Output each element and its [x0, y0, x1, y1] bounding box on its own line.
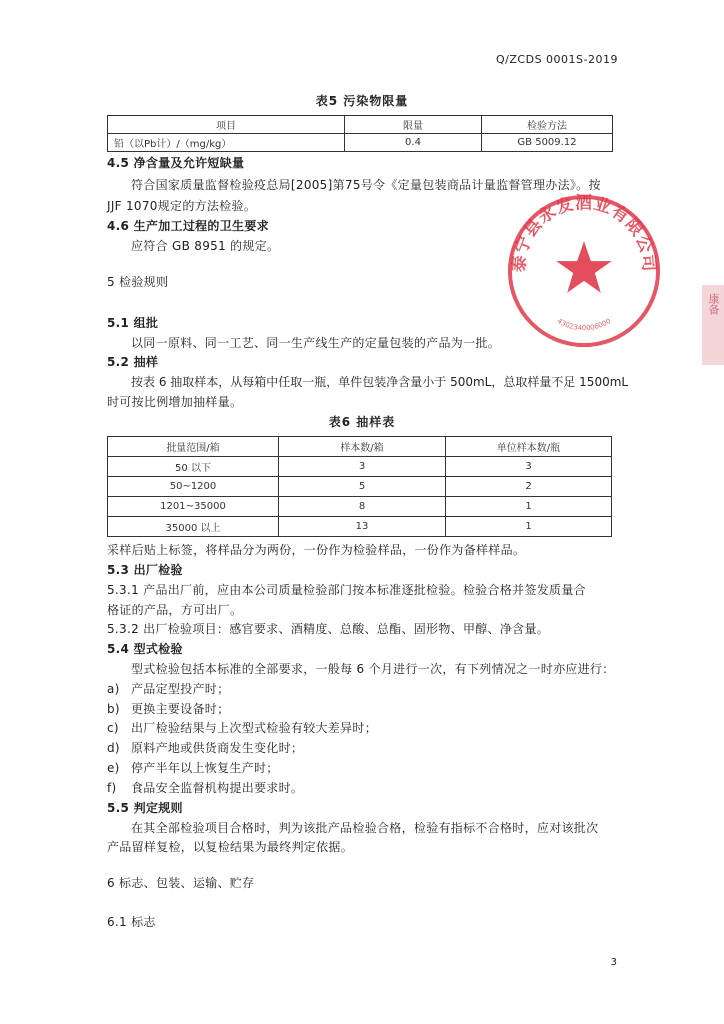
seal-text: 泰宁县永发酒业有限公司 — [508, 192, 660, 273]
table-row — [108, 457, 612, 477]
section-5-heading: 5 检验规则 — [107, 275, 169, 289]
section-5-5-heading: 5.5 判定规则 — [107, 801, 183, 815]
paragraph-line: 在其全部检验项目合格时，判为该批产品检验合格，检验有指标不合格时，应对该批次 — [131, 821, 599, 835]
paragraph-line: 时可按比例增加抽样量。 — [107, 395, 243, 409]
table-cell: 2 — [446, 477, 612, 497]
section-5-4-heading: 5.4 型式检验 — [107, 642, 183, 656]
table-cell: 0.4 — [345, 134, 482, 152]
seal-number: 4302340006000 — [555, 316, 613, 333]
table-cell: 3 — [446, 457, 612, 477]
page-number: 3 — [610, 957, 617, 968]
table-header-cell: 样本数/箱 — [279, 437, 446, 457]
table-cell: 35000 以上 — [108, 517, 279, 537]
list-item — [107, 679, 229, 700]
list-item-text: 产品定型投产时； — [131, 682, 230, 696]
table-row — [108, 517, 612, 537]
table-header-cell: 项目 — [108, 116, 345, 134]
list-item-text: 原料产地或供货商发生变化时； — [131, 741, 304, 755]
table-row — [108, 497, 612, 517]
table-cell: GB 5009.12 — [482, 134, 613, 152]
list-item-label: f) — [107, 781, 117, 795]
table-cell: 5 — [279, 477, 446, 497]
list-item-label: c) — [107, 721, 119, 735]
table-header-cell: 单位样本数/瓶 — [446, 437, 612, 457]
table5-title: 表5 污染物限量 — [315, 94, 409, 108]
section-6-1-heading: 6.1 标志 — [107, 915, 156, 929]
paragraph-line: 型式检验包括本标准的全部要求，一般每 6 个月进行一次，有下列情况之一时亦应进行： — [131, 662, 615, 676]
paragraph-line: 以同一原料、同一工艺、同一生产线生产的定量包装的产品为一批。 — [131, 336, 501, 350]
list-item — [107, 778, 303, 799]
table-cell: 1 — [446, 517, 612, 537]
list-item-text: 停产半年以上恢复生产时； — [131, 761, 279, 775]
table6 — [107, 436, 612, 537]
table6-title: 表6 抽样表 — [328, 415, 396, 429]
edge-stamp-text: 康备 — [707, 293, 720, 315]
table-cell: 50 以下 — [108, 457, 279, 477]
list-item-label: d) — [107, 741, 120, 755]
table-cell: 1201~35000 — [108, 497, 279, 517]
edge-stamp-mark — [702, 285, 724, 365]
list-item — [107, 738, 303, 759]
company-seal — [505, 192, 663, 350]
table-header-cell: 批量范围/箱 — [108, 437, 279, 457]
table5 — [107, 115, 613, 152]
section-4-5-heading: 4.5 净含量及允许短缺量 — [107, 156, 245, 170]
list-item — [107, 758, 279, 779]
table-row — [108, 477, 612, 497]
table-cell: 13 — [279, 517, 446, 537]
star-icon — [556, 241, 611, 292]
list-item-text: 食品安全监督机构提出要求时。 — [131, 781, 304, 795]
paragraph-line: 应符合 GB 8951 的规定。 — [131, 239, 280, 253]
standard-code: Q/ZCDS 0001S-2019 — [496, 53, 618, 66]
table-header-row — [108, 116, 613, 134]
table-header-cell: 检验方法 — [482, 116, 613, 134]
svg-text:4302340006000 — [556, 317, 612, 332]
paragraph-line: 格证的产品，方可出厂。 — [107, 603, 243, 617]
table-cell: 3 — [279, 457, 446, 477]
paragraph-line: 符合国家质量监督检验疫总局[2005]第75号令《定量包装商品计量监督管理办法》。按 — [131, 178, 601, 192]
table-cell: 1 — [446, 497, 612, 517]
list-item-label: e) — [107, 761, 120, 775]
table-cell: 50~1200 — [108, 477, 279, 497]
paragraph-line: 按表 6 抽取样本，从每箱中任取一瓶，单件包装净含量小于 500mL，总取样量不足 1500mL — [131, 375, 629, 389]
table-cell: 8 — [279, 497, 446, 517]
table-header-row — [108, 437, 612, 457]
table-cell: 铅（以Pb计）/（mg/kg） — [108, 134, 345, 152]
table-header-cell: 限量 — [345, 116, 482, 134]
paragraph-line: 产品留样复检，以复检结果为最终判定依据。 — [107, 840, 354, 854]
table-row — [108, 134, 613, 152]
section-6-heading: 6 标志、包装、运输、贮存 — [107, 876, 255, 890]
section-4-6-heading: 4.6 生产加工过程的卫生要求 — [107, 219, 269, 233]
paragraph-line: 5.3.1 产品出厂前，应由本公司质量检验部门按本标准逐批检验。检验合格并签发质量合 — [107, 583, 586, 597]
list-item — [107, 718, 377, 739]
section-5-3-heading: 5.3 出厂检验 — [107, 563, 183, 577]
paragraph-line: 5.3.2 出厂检验项目：感官要求、酒精度、总酸、总酯、固形物、甲醇、净含量。 — [107, 622, 550, 636]
paragraph-line: 采样后贴上标签，将样品分为两份，一份作为检验样品，一份作为备样样品。 — [107, 543, 526, 557]
list-item-text: 出厂检验结果与上次型式检验有较大差异时； — [131, 721, 378, 735]
list-item — [107, 699, 229, 720]
section-5-1-heading: 5.1 组批 — [107, 316, 159, 330]
list-item-text: 更换主要设备时； — [131, 702, 230, 716]
list-item-label: b) — [107, 702, 120, 716]
section-5-2-heading: 5.2 抽样 — [107, 355, 159, 369]
paragraph-line: JJF 1070规定的方法检验。 — [107, 199, 257, 213]
list-item-label: a) — [107, 682, 120, 696]
